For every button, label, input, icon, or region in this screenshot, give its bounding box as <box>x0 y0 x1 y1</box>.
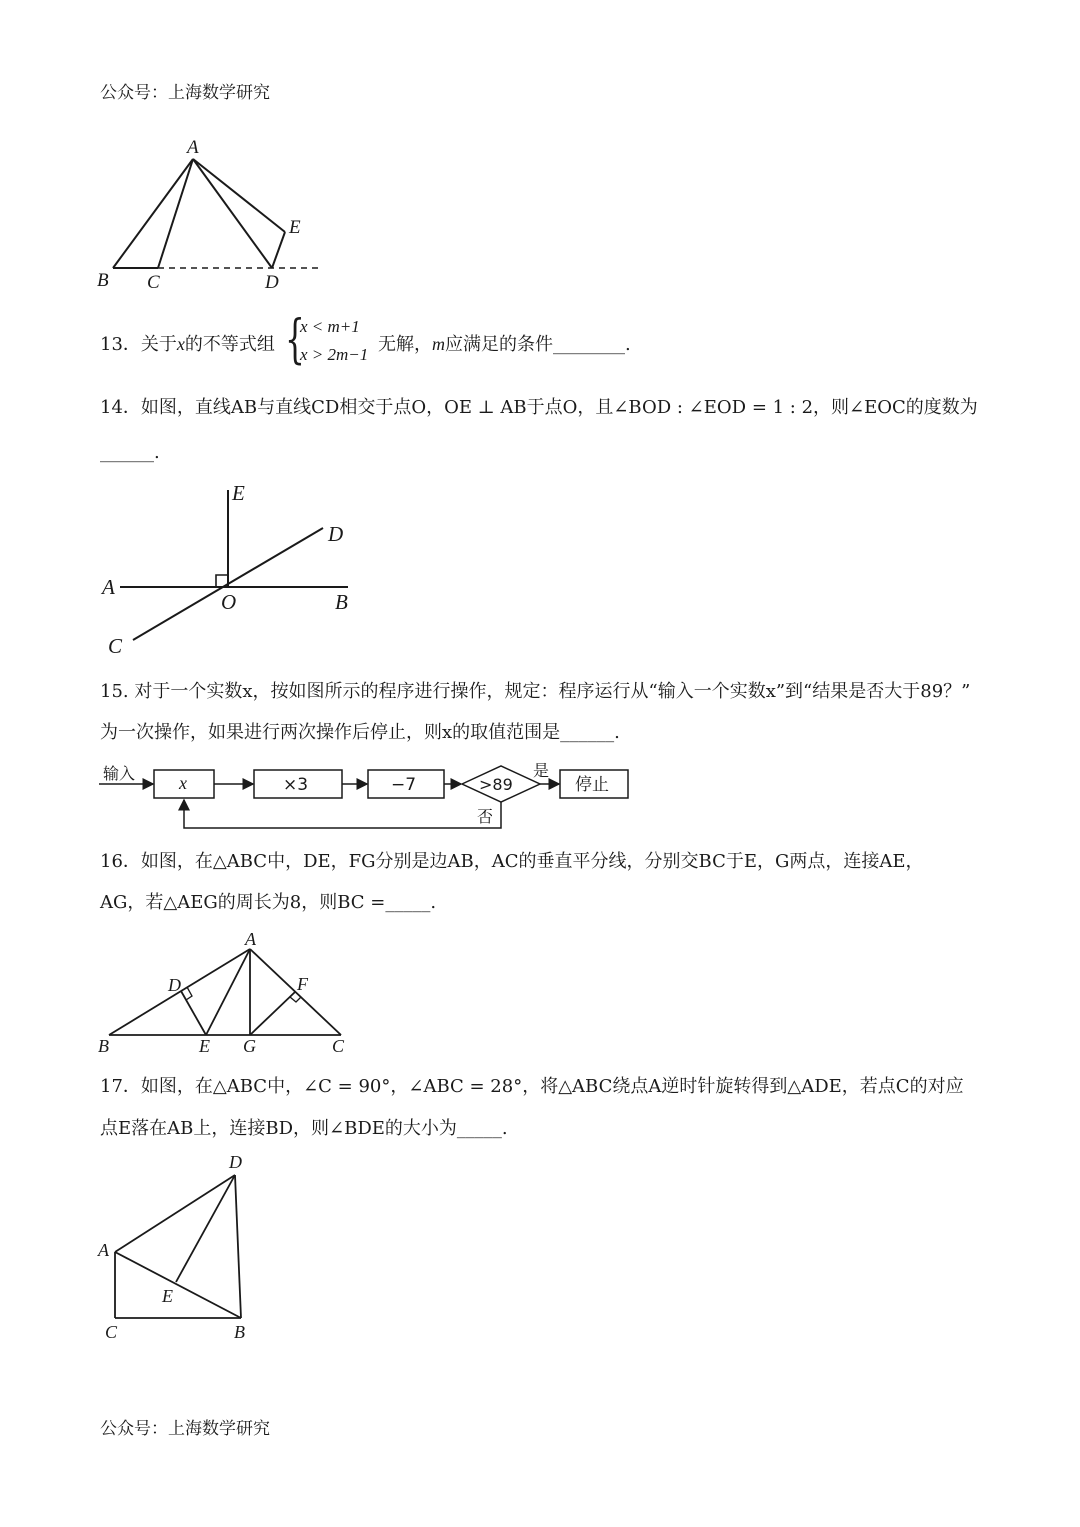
q13-mid: 的不等式组 <box>184 334 275 355</box>
label-C: C <box>105 1322 118 1342</box>
q16-line2: AG，若△AEG的周长为8，则BC =_____. <box>100 892 437 913</box>
q13-row1: x < m+1 <box>300 317 360 336</box>
q13-row2: x > 2m−1 <box>300 345 369 364</box>
q14-line2: ______. <box>100 442 160 463</box>
label-C: C <box>147 272 160 293</box>
page-footer: 公众号：上海数学研究 <box>100 1419 270 1439</box>
figure-q17 <box>95 1150 265 1350</box>
label-C: C <box>108 634 123 658</box>
flow-no-label: 否 <box>477 807 494 826</box>
figure-q14 <box>95 480 365 660</box>
q13-m: m <box>432 334 445 354</box>
label-A: A <box>187 137 199 158</box>
label-E: E <box>289 217 301 238</box>
label-A: A <box>245 929 256 949</box>
q13-prefix: 13．关于 <box>100 334 177 355</box>
label-O: O <box>221 590 237 614</box>
flow-input-label: 输入 <box>103 764 136 783</box>
figure-q12 <box>95 135 335 295</box>
page-header: 公众号：上海数学研究 <box>100 83 270 103</box>
q17-line2: 点E落在AB上，连接BD，则∠BDE的大小为_____. <box>100 1118 508 1139</box>
flowchart-q15 <box>97 760 637 832</box>
flow-yes-label: 是 <box>533 761 550 780</box>
flow-diamond-label: >89 <box>479 775 513 794</box>
label-F: F <box>297 974 308 994</box>
label-C: C <box>332 1036 345 1056</box>
q13-suffix2: 应满足的条件________. <box>445 334 631 355</box>
flow-box-times3: ×3 <box>283 775 309 795</box>
label-B: B <box>98 1036 109 1056</box>
label-E: E <box>162 1286 173 1306</box>
question-13 <box>100 331 275 358</box>
label-D: D <box>328 522 344 546</box>
label-B: B <box>234 1322 245 1342</box>
flow-stop-label: 停止 <box>575 775 609 795</box>
brace-icon: { <box>285 310 305 370</box>
label-B: B <box>335 590 348 614</box>
label-D: D <box>265 272 279 293</box>
q13-var: x <box>176 334 185 354</box>
label-D: D <box>168 975 181 995</box>
q13-suffix1: 无解， <box>378 334 432 355</box>
q13-tail <box>378 331 631 358</box>
flow-box-x: x <box>179 773 187 793</box>
figure-q16 <box>95 928 355 1058</box>
q17-line1: 17．如图，在△ABC中，∠C = 90°，∠ABC = 28°，将△ABC绕点A逆时针旋转得到△ADE，若点C的对应 <box>100 1076 964 1097</box>
q15-line1: 15. 对于一个实数x，按如图所示的程序进行操作，规定：程序运行从“输入一个实数x”到“结果是否大于89？” <box>100 681 971 702</box>
label-D: D <box>229 1152 242 1172</box>
label-A: A <box>102 575 115 599</box>
label-B: B <box>97 270 109 291</box>
q14-line1: 14．如图，直线AB与直线CD相交于点O，OE ⊥ AB于点O，且∠BOD : ∠EOD = 1 : 2，则∠EOC的度数为 <box>100 397 978 418</box>
label-G: G <box>243 1036 256 1056</box>
label-E: E <box>232 481 245 505</box>
label-A: A <box>98 1240 109 1260</box>
q16-line1: 16．如图，在△ABC中，DE，FG分别是边AB，AC的垂直平分线，分别交BC于E，G两点，连接AE， <box>100 851 924 872</box>
label-E: E <box>199 1036 210 1056</box>
flow-box-minus7: −7 <box>391 775 417 795</box>
q15-line2: 为一次操作，如果进行两次操作后停止，则x的取值范围是______. <box>100 722 620 743</box>
